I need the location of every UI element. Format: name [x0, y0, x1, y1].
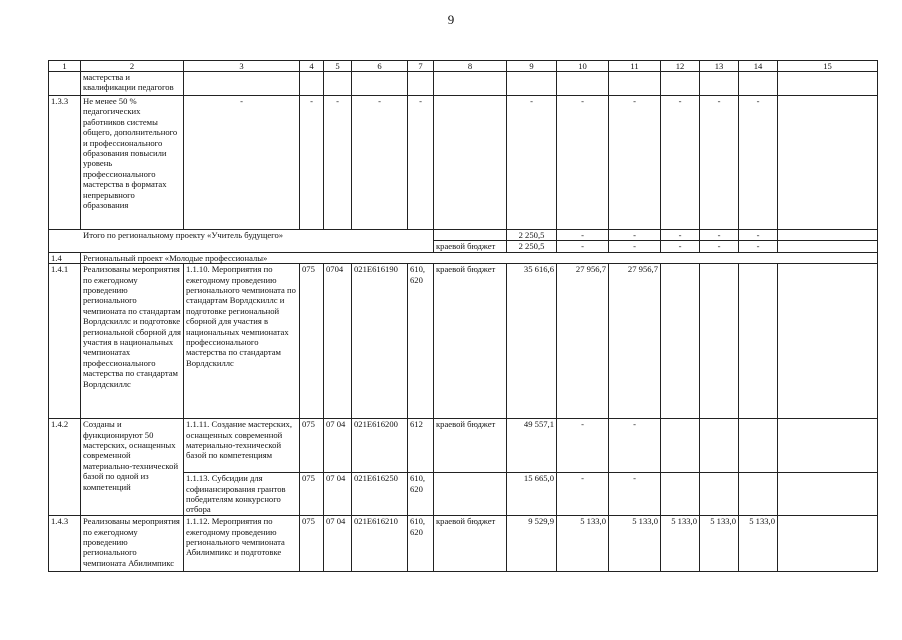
cell: 35 616,6 [507, 264, 557, 419]
total-label: Итого по региональному проекту «Учитель будущего» [49, 230, 434, 253]
row-number: 1.4 [49, 252, 81, 263]
cell: 07 04 [324, 473, 352, 516]
cell: - [557, 230, 609, 241]
column-header: 5 [324, 61, 352, 72]
cell: 021E616200 [352, 419, 408, 473]
table-row [49, 264, 878, 419]
column-header: 15 [778, 61, 878, 72]
cell: 5 133,0 [700, 516, 739, 572]
row-number: 1.4.1 [49, 264, 81, 419]
cell: - [739, 241, 778, 252]
cell: 49 557,1 [507, 419, 557, 473]
cell: - [324, 96, 352, 230]
cell: 021E616210 [352, 516, 408, 572]
result-text: Созданы и функционируют 50 мастерских, оснащенных современной материально-технической базой по одной из компетенций [81, 419, 184, 516]
cell: - [739, 96, 778, 230]
cell: - [700, 230, 739, 241]
column-header: 8 [434, 61, 507, 72]
cell: - [700, 241, 739, 252]
cell: 07 04 [324, 516, 352, 572]
cell: - [507, 96, 557, 230]
cell: краевой бюджет [434, 419, 507, 473]
column-header: 10 [557, 61, 609, 72]
result-text: Реализованы мероприятия по ежегодному проведению регионального чемпионата Абилимпикс [81, 516, 184, 572]
column-header: 9 [507, 61, 557, 72]
cell: краевой бюджет [434, 241, 507, 252]
cell: 07 04 [324, 419, 352, 473]
table-row [49, 419, 878, 473]
cell: 612 [408, 419, 434, 473]
cell: 075 [300, 516, 324, 572]
cell: - [661, 241, 700, 252]
cell: 15 665,0 [507, 473, 557, 516]
cell: 5 133,0 [609, 516, 661, 572]
column-header: 1 [49, 61, 81, 72]
column-number-row [49, 61, 878, 72]
cell: 610, 620 [408, 264, 434, 419]
cell: 075 [300, 264, 324, 419]
measure-text: 1.1.10. Мероприятия по ежегодному проведению регионального чемпионата по стандартам Ворлдскиллс и подготовке региональной сборной для участия в национальных чемпионатах профессионального мастерства по стандартам Ворлдскиллс [184, 264, 300, 419]
row-number: 1.4.2 [49, 419, 81, 516]
cell: - [661, 96, 700, 230]
cell: - [739, 230, 778, 241]
column-header: 11 [609, 61, 661, 72]
page-number: 9 [447, 12, 455, 27]
cell: - [609, 96, 661, 230]
cell: - [661, 230, 700, 241]
cell: 27 956,7 [609, 264, 661, 419]
measure-text: 1.1.11. Создание мастерских, оснащенных современной материально-технической базой по компетенциям [184, 419, 300, 473]
column-header: 2 [81, 61, 184, 72]
column-header: 14 [739, 61, 778, 72]
table-row [49, 96, 878, 230]
cell: - [557, 96, 609, 230]
cell: - [557, 419, 609, 473]
column-header: 4 [300, 61, 324, 72]
cell: - [300, 96, 324, 230]
cell: 9 529,9 [507, 516, 557, 572]
column-header: 12 [661, 61, 700, 72]
cell: краевой бюджет [434, 264, 507, 419]
cell: - [700, 96, 739, 230]
cell: - [408, 96, 434, 230]
table-row [49, 72, 878, 96]
project-row [49, 252, 878, 263]
result-text: Реализованы мероприятия по ежегодному проведению регионального чемпионата по стандартам Ворлдскиллс и подготовке региональной сборной для участия в национальных чемпионатах профессионального мастерства по стандартам Ворлдскиллс [81, 264, 184, 419]
cell: - [609, 230, 661, 241]
measure-text: 1.1.13. Субсидии для софинансирования грантов победителям конкурсного отбора [184, 473, 300, 516]
cell: 2 250,5 [507, 241, 557, 252]
cell: 610, 620 [408, 516, 434, 572]
cell: 610, 620 [408, 473, 434, 516]
cell: 075 [300, 419, 324, 473]
cell: - [609, 419, 661, 473]
total-row [49, 230, 878, 241]
cell: 0704 [324, 264, 352, 419]
cell: - [557, 241, 609, 252]
cell: 2 250,5 [507, 230, 557, 241]
cell: 021E616190 [352, 264, 408, 419]
cell: 5 133,0 [739, 516, 778, 572]
cell: - [557, 473, 609, 516]
column-header: 7 [408, 61, 434, 72]
cell: 021E616250 [352, 473, 408, 516]
project-title: Региональный проект «Молодые профессионалы» [81, 252, 878, 263]
measure-text: 1.1.12. Мероприятия по ежегодному проведению регионального чемпионата Абилимпикс и подготовке [184, 516, 300, 572]
cell: - [609, 473, 661, 516]
row-number: 1.4.3 [49, 516, 81, 572]
budget-table [48, 60, 878, 572]
column-header: 6 [352, 61, 408, 72]
cell: - [352, 96, 408, 230]
cell: 27 956,7 [557, 264, 609, 419]
cell: - [609, 241, 661, 252]
result-text: Не менее 50 % педагогических работников системы общего, дополнительного и профессионального образования повысили уровень профессионального мастерства в форматах непрерывного образования [81, 96, 184, 230]
row-number: 1.3.3 [49, 96, 81, 230]
cell: 075 [300, 473, 324, 516]
table-row [49, 516, 878, 572]
column-header: 13 [700, 61, 739, 72]
result-text: мастерства и квалификации педагогов [81, 72, 184, 96]
cell: - [184, 96, 300, 230]
cell: 5 133,0 [661, 516, 700, 572]
cell: 5 133,0 [557, 516, 609, 572]
column-header: 3 [184, 61, 300, 72]
cell: краевой бюджет [434, 516, 507, 572]
